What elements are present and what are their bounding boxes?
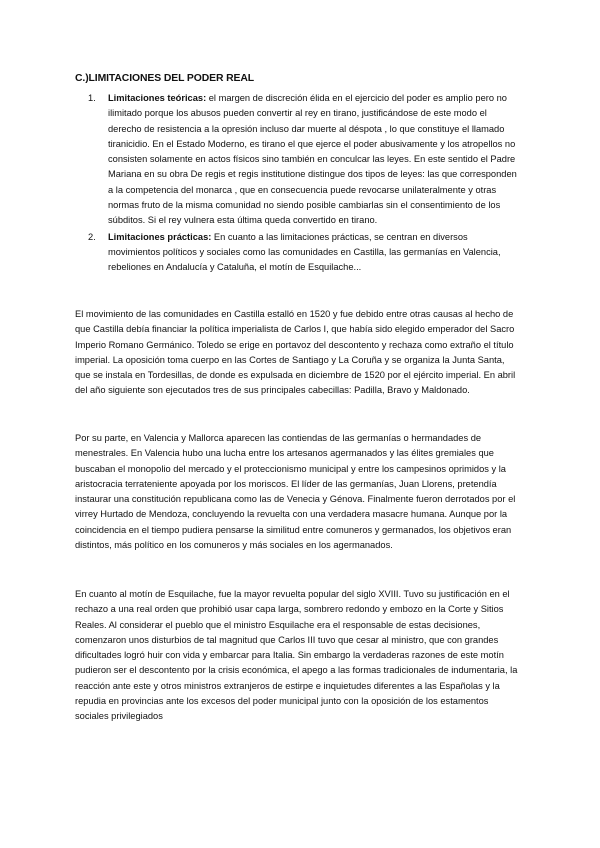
list-item-number: 1. — [88, 93, 96, 103]
paragraph-esquilache: En cuanto al motín de Esquilache, fue la mayor revuelta popular del siglo XVIII. Tuvo su justificación en el rechazo a una real orden que prohibió usar capa larga, sombrero redondo y embozo en la Corte y Sitios Reales. Al considerar el pueblo que el ministro Esquilache era el responsable de estas decisiones, comenzaron unos disturbios de tal magnitud que Carlos III tuvo que cesar al ministro, que con grandes dificultades logró huir con vida y embarcar para Italia. Sin embargo la verdaderas razones de este motín pudieron ser el descontento por la crisis económica, el apego a las formas tradicionales de indumentaria, la reacción ante este y otros ministros extranjeros de estirpe e inquietudes diferentes a las Españolas y la repudia en provincias ante los excesos del poder municipal junto con la oposición de los estamentos sociales privilegiados — [75, 589, 518, 722]
limitations-list — [88, 91, 520, 276]
section-heading: C.)LIMITACIONES DEL PODER REAL — [75, 73, 255, 84]
list-item-number: 2. — [88, 231, 96, 242]
paragraph-germanias: Por su parte, en Valencia y Mallorca aparecen las contiendas de las germanías o hermandades de menestrales. En Valencia hubo una lucha entre los artesanos agermanados y las élites gremiales que buscaban el monopolio del mercado y el proteccionismo municipal y entre los campesinos oprimidos y la aristocracia terrateniente apoyada por los moriscos. El líder de las germanías, Juan Llorens, pretendía instaurar una constitución republicana como las de Venecia y Génova. Finalmente fueron derrotados por el virrey Hurtado de Mendoza, concluyendo la revuelta con una verdadera masacre humana. Aunque por la coincidencia en el tiempo pudiera pensarse la similitud entre comuneros y germanados, los objetivos eran distintos, más político en los comuneros y más sociales en los agermanados. — [75, 433, 516, 551]
list-item-label: Limitaciones prácticas: — [108, 231, 212, 242]
paragraph-comunidades: El movimiento de las comunidades en Castilla estalló en 1520 y fue debido entre otras causas al hecho de que Castilla debía financiar la política imperialista de Carlos I, que había sido elegido emperador del Sacro Imperio Romano Germánico. Toledo se erige en portavoz del descontento y rechaza como extraño el título imperial. La oposición toma cuerpo en las Cortes de Santiago y La Coruña y se organiza la Junta Santa, que se instala en Tordesillas, de donde es expulsada en diciembre de 1520 por el ejército imperial. En abril del año siguiente son ejecutados tres de sus principales cabecillas: Padilla, Bravo y Maldonado. — [75, 309, 516, 396]
list-item-text: En cuanto a las limitaciones prácticas, se centran en diversos movimientos políticos y sociales como las comunidades en Castilla, las germanías en Valencia, rebeliones en Andalucía y Cataluña, el motín de Esquilache... — [108, 231, 501, 273]
list-item — [88, 230, 520, 276]
list-item-label: Limitaciones teóricas: — [108, 93, 207, 103]
list-item-text: el margen de discreción élida en el ejercicio del poder es amplio pero no ilimitado porque los abusos pueden convertir al rey en tirano, justificándose de este modo el derecho de resistencia a la opresión incluso dar muerte al déspota , lo que constituye el llamado tiranicidio. En el Estado Moderno, es tirano el que ejerce el poder abusivamente y los atropellos no consisten solamente en actos físicos sino también en conculcar las leyes. En este sentido el Padre Mariana en su obra De regis et regis institutione distingue dos tipos de leyes: las que corresponden a la competencia del monarca , que en consecuencia puede revocarse unilateralmente y otras normas fruto de la misma comunidad no siendo posible cambiarlas sin el consentimiento de los súbditos. Si el rey vulnera esta última queda convertido en tirano. — [108, 93, 517, 226]
list-item — [88, 91, 520, 229]
